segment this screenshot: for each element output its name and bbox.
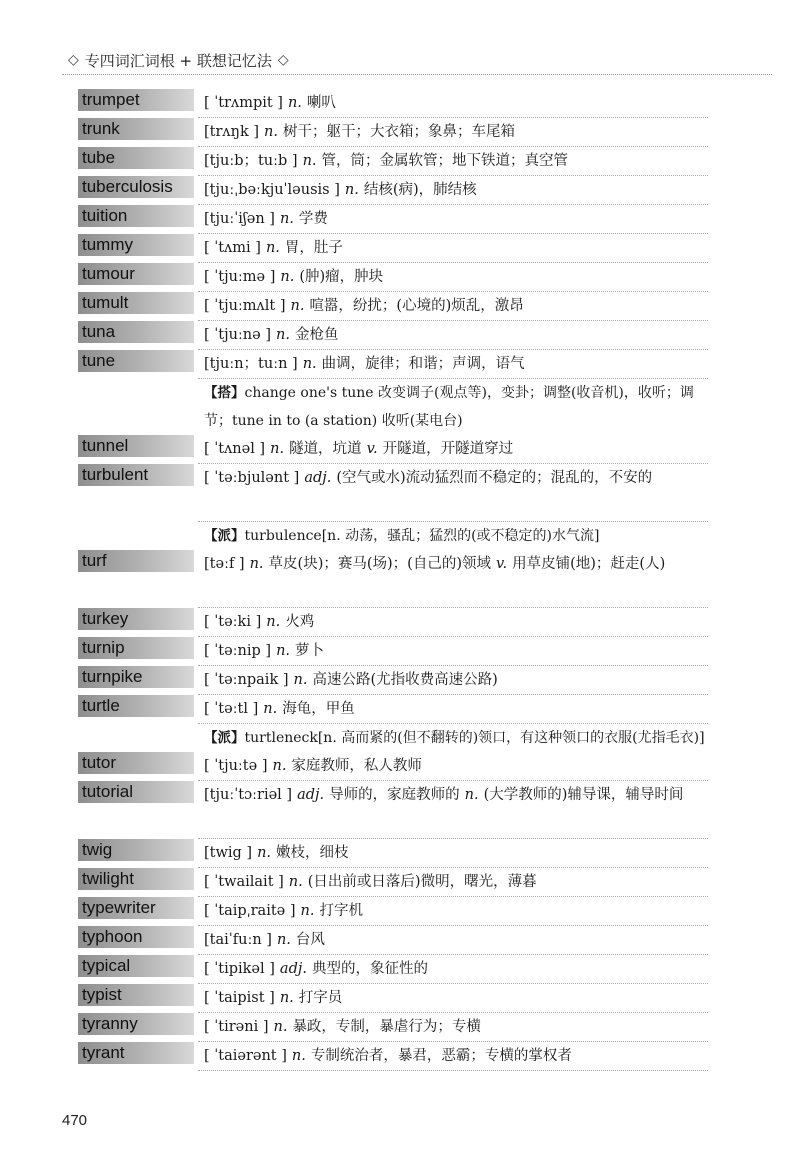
headword: tyrant: [78, 1042, 194, 1064]
vocab-entry: [78, 292, 708, 321]
part-of-speech: n.: [300, 903, 315, 919]
meaning: 喇叭: [306, 95, 336, 111]
page-header: [62, 46, 772, 75]
entry-note: [198, 724, 708, 752]
meaning: 暴政，专制，暴虐行为；专横: [292, 1019, 481, 1035]
part-of-speech: n.: [280, 269, 295, 285]
vocab-entry: [78, 897, 708, 926]
phonetic: [tjuːˌbəːkjuˈləusis ]: [204, 182, 340, 198]
headword: typist: [78, 984, 194, 1006]
part-of-speech: n.: [288, 874, 303, 890]
vocab-entry: [78, 955, 708, 984]
diamond-ornament-icon: ◇: [68, 52, 79, 68]
note-text: turbulence[n. 动荡，骚乱；猛烈的(或不稳定的)水气流]: [244, 528, 600, 544]
note-text: turtleneck[n. 高而紧的(但不翻转的)领口，有这种领口的衣服(尤指毛衣)]: [244, 730, 705, 746]
meaning: (肿)瘤，肿块: [299, 269, 384, 285]
meaning: 隧道，坑道: [289, 441, 362, 457]
part-of-speech: adj.: [279, 961, 307, 977]
phonetic: [ ˈtʌnəl ]: [204, 441, 266, 457]
note-tag: 【派】: [204, 528, 245, 544]
phonetic: [ ˈtipikəl ]: [204, 961, 275, 977]
part-of-speech: n.: [276, 327, 290, 343]
definition: [198, 695, 708, 724]
meaning: (日出前或日落后)微明，曙光，薄暮: [307, 874, 537, 890]
phonetic: [ ˈtjuːmʌlt ]: [204, 298, 286, 314]
meaning: 家庭教师，私人教师: [291, 758, 422, 774]
part-of-speech: n.: [287, 95, 302, 111]
phonetic: [trʌŋk ]: [204, 124, 259, 140]
phonetic: [ ˈtaipˌraitə ]: [204, 903, 296, 919]
meaning: 导师的，家庭教师的: [329, 787, 460, 803]
vocab-entry: [78, 1013, 708, 1042]
vocab-entry: [78, 637, 708, 666]
meaning: 海龟，甲鱼: [282, 701, 355, 717]
headword: tuna: [78, 321, 194, 343]
part-of-speech: adj.: [297, 787, 325, 803]
definition: [198, 205, 708, 234]
definition: [198, 176, 708, 205]
phonetic: [ ˈtjuːmə ]: [204, 269, 276, 285]
vocab-entry: [78, 321, 708, 350]
part-of-speech: n.: [264, 124, 278, 140]
meaning: (空气或水)流动猛烈而不稳定的；混乱的，不安的: [336, 470, 653, 486]
headword: twig: [78, 839, 194, 861]
definition: [198, 926, 708, 955]
vocab-entry: [78, 1042, 708, 1071]
meaning: 曲调，旋律；和谐；声调，语气: [321, 356, 525, 372]
vocab-entry: [78, 984, 708, 1013]
vocab-entry: [78, 926, 708, 955]
headword: turkey: [78, 608, 194, 630]
vocab-entry: [78, 176, 708, 205]
definition: [198, 292, 708, 321]
vocabulary-list: [78, 89, 708, 1071]
phonetic: [ ˈtirəni ]: [204, 1019, 269, 1035]
headword: trumpet: [78, 89, 194, 111]
vocab-entry: [78, 695, 708, 724]
page-number: 470: [62, 1112, 88, 1129]
phonetic: [tjuːˈiʃən ]: [204, 211, 275, 227]
phonetic: [ ˈtaiərənt ]: [204, 1048, 287, 1064]
definition: [198, 550, 708, 608]
phonetic: [ ˈtəːnpaik ]: [204, 672, 289, 688]
headword: turnip: [78, 637, 194, 659]
headword: tummy: [78, 234, 194, 256]
phonetic: [ ˈtʌmi ]: [204, 240, 261, 256]
vocab-entry: [78, 350, 708, 379]
part-of-speech: n.: [302, 356, 317, 372]
part-of-speech: n.: [344, 182, 359, 198]
meaning: 草皮(块)；赛马(场)；(自己的)领域: [268, 556, 491, 572]
part-of-speech: adj.: [304, 470, 332, 486]
vocab-entry: [78, 118, 708, 147]
meaning: 开隧道，开隧道穿过: [382, 441, 514, 457]
phonetic: [ ˈtəːtl ]: [204, 701, 259, 717]
definition: [198, 1042, 708, 1071]
phonetic: [ ˈtjuːnə ]: [204, 327, 271, 343]
part-of-speech: n.: [293, 672, 308, 688]
part-of-speech: v.: [496, 556, 508, 572]
phonetic: [twig ]: [204, 845, 253, 861]
meaning: 嫩枝，细枝: [276, 845, 349, 861]
note-text: change one's tune 改变调子(观点等)，变卦；调整(收音机)，收听；调节；tune in to (a station) 收听(某电台): [204, 385, 694, 429]
definition: [198, 321, 708, 350]
vocab-entry: [78, 205, 708, 234]
meaning: 专制统治者，暴君，恶霸；专横的掌权者: [310, 1048, 572, 1064]
definition: [198, 666, 708, 695]
phonetic: [taiˈfuːn ]: [204, 932, 272, 948]
part-of-speech: n.: [279, 990, 294, 1006]
vocab-entry: [78, 464, 708, 522]
definition: [198, 89, 708, 118]
part-of-speech: n.: [273, 1019, 288, 1035]
vocab-entry: [78, 435, 708, 464]
part-of-speech: n.: [464, 787, 479, 803]
meaning: 结核(病)，肺结核: [363, 182, 477, 198]
diamond-ornament-icon: ◇: [277, 52, 289, 68]
definition: [198, 637, 708, 666]
vocab-entry: [78, 608, 708, 637]
headword: tumult: [78, 292, 194, 314]
meaning: 用草皮铺(地)；赶走(人): [512, 556, 666, 572]
definition: [198, 608, 708, 637]
part-of-speech: n.: [263, 701, 278, 717]
definition: [198, 955, 708, 984]
phonetic: [ ˈtəːki ]: [204, 614, 262, 630]
meaning: 典型的，象征性的: [311, 961, 428, 977]
definition: [198, 147, 708, 176]
meaning: 萝卜: [295, 643, 325, 659]
part-of-speech: n.: [302, 153, 317, 169]
definition: [198, 752, 708, 781]
part-of-speech: n.: [265, 240, 280, 256]
phonetic: [ ˈtjuːtə ]: [204, 758, 268, 774]
vocab-entry: [78, 666, 708, 695]
part-of-speech: n.: [272, 758, 287, 774]
part-of-speech: n.: [270, 441, 285, 457]
definition: [198, 839, 708, 868]
phonetic: [ ˈtaipist ]: [204, 990, 275, 1006]
vocab-entry: [78, 839, 708, 868]
phonetic: [ ˈtwailait ]: [204, 874, 284, 890]
vocab-entry: [78, 263, 708, 292]
vocab-entry: [78, 147, 708, 176]
part-of-speech: n.: [279, 211, 294, 227]
headword: tutor: [78, 752, 194, 774]
headword: turtle: [78, 695, 194, 717]
definition: [198, 1013, 708, 1042]
headword: turbulent: [78, 464, 194, 486]
meaning: 台风: [295, 932, 325, 948]
definition: [198, 464, 708, 522]
vocab-entry: [78, 868, 708, 897]
definition: [198, 234, 708, 263]
definition: [198, 118, 708, 147]
headword: turnpike: [78, 666, 194, 688]
vocab-entry: [78, 550, 708, 608]
part-of-speech: n.: [276, 643, 291, 659]
vocab-entry: [78, 89, 708, 118]
part-of-speech: n.: [290, 298, 305, 314]
phonetic: [ ˈtəːnip ]: [204, 643, 272, 659]
headword: tumour: [78, 263, 194, 285]
headword: trunk: [78, 118, 194, 140]
meaning: 喧嚣，纷扰；(心境的)烦乱，激昂: [309, 298, 524, 314]
headword: typical: [78, 955, 194, 977]
definition: [198, 984, 708, 1013]
definition: [198, 435, 708, 464]
book-title: 专四词汇词根 + 联想记忆法: [84, 51, 272, 70]
vocab-entry: [78, 752, 708, 781]
definition: [198, 781, 708, 839]
headword: tutorial: [78, 781, 194, 803]
phonetic: [tjuːn；tuːn ]: [204, 356, 298, 372]
vocab-entry: [78, 781, 708, 839]
meaning: 树干；躯干；大衣箱；象鼻；车尾箱: [282, 124, 515, 140]
headword: tuition: [78, 205, 194, 227]
phonetic: [tjuːb；tuːb ]: [204, 153, 298, 169]
phonetic: [ ˈtəːbjulənt ]: [204, 470, 300, 486]
entry-note: [198, 522, 708, 550]
definition: [198, 350, 708, 379]
definition: [198, 868, 708, 897]
part-of-speech: n.: [257, 845, 272, 861]
meaning: 胃，肚子: [284, 240, 343, 256]
part-of-speech: n.: [266, 614, 281, 630]
meaning: 管，筒；金属软管；地下铁道；真空管: [321, 153, 569, 169]
meaning: 火鸡: [285, 614, 315, 630]
meaning: 学费: [298, 211, 328, 227]
part-of-speech: v.: [366, 441, 378, 457]
headword: twilight: [78, 868, 194, 890]
note-tag: 【派】: [204, 730, 245, 746]
meaning: (大学教师的)辅导课，辅导时间: [483, 787, 684, 803]
meaning: 高速公路(尤指收费高速公路): [312, 672, 498, 688]
definition: [198, 263, 708, 292]
part-of-speech: n.: [249, 556, 264, 572]
headword: turf: [78, 550, 194, 572]
note-tag: 【搭】: [204, 385, 245, 401]
headword: tuberculosis: [78, 176, 194, 198]
meaning: 打字机: [319, 903, 363, 919]
headword: tyranny: [78, 1013, 194, 1035]
part-of-speech: n.: [276, 932, 291, 948]
headword: tune: [78, 350, 194, 372]
phonetic: [tjuːˈtɔːriəl ]: [204, 787, 293, 803]
headword: tunnel: [78, 435, 194, 457]
phonetic: [təːf ]: [204, 556, 245, 572]
meaning: 金枪鱼: [294, 327, 339, 343]
meaning: 打字员: [298, 990, 343, 1006]
headword: tube: [78, 147, 194, 169]
entry-note: [198, 379, 708, 435]
definition: [198, 897, 708, 926]
phonetic: [ ˈtrʌmpit ]: [204, 95, 283, 111]
headword: typhoon: [78, 926, 194, 948]
headword: typewriter: [78, 897, 194, 919]
part-of-speech: n.: [291, 1048, 306, 1064]
vocab-entry: [78, 234, 708, 263]
